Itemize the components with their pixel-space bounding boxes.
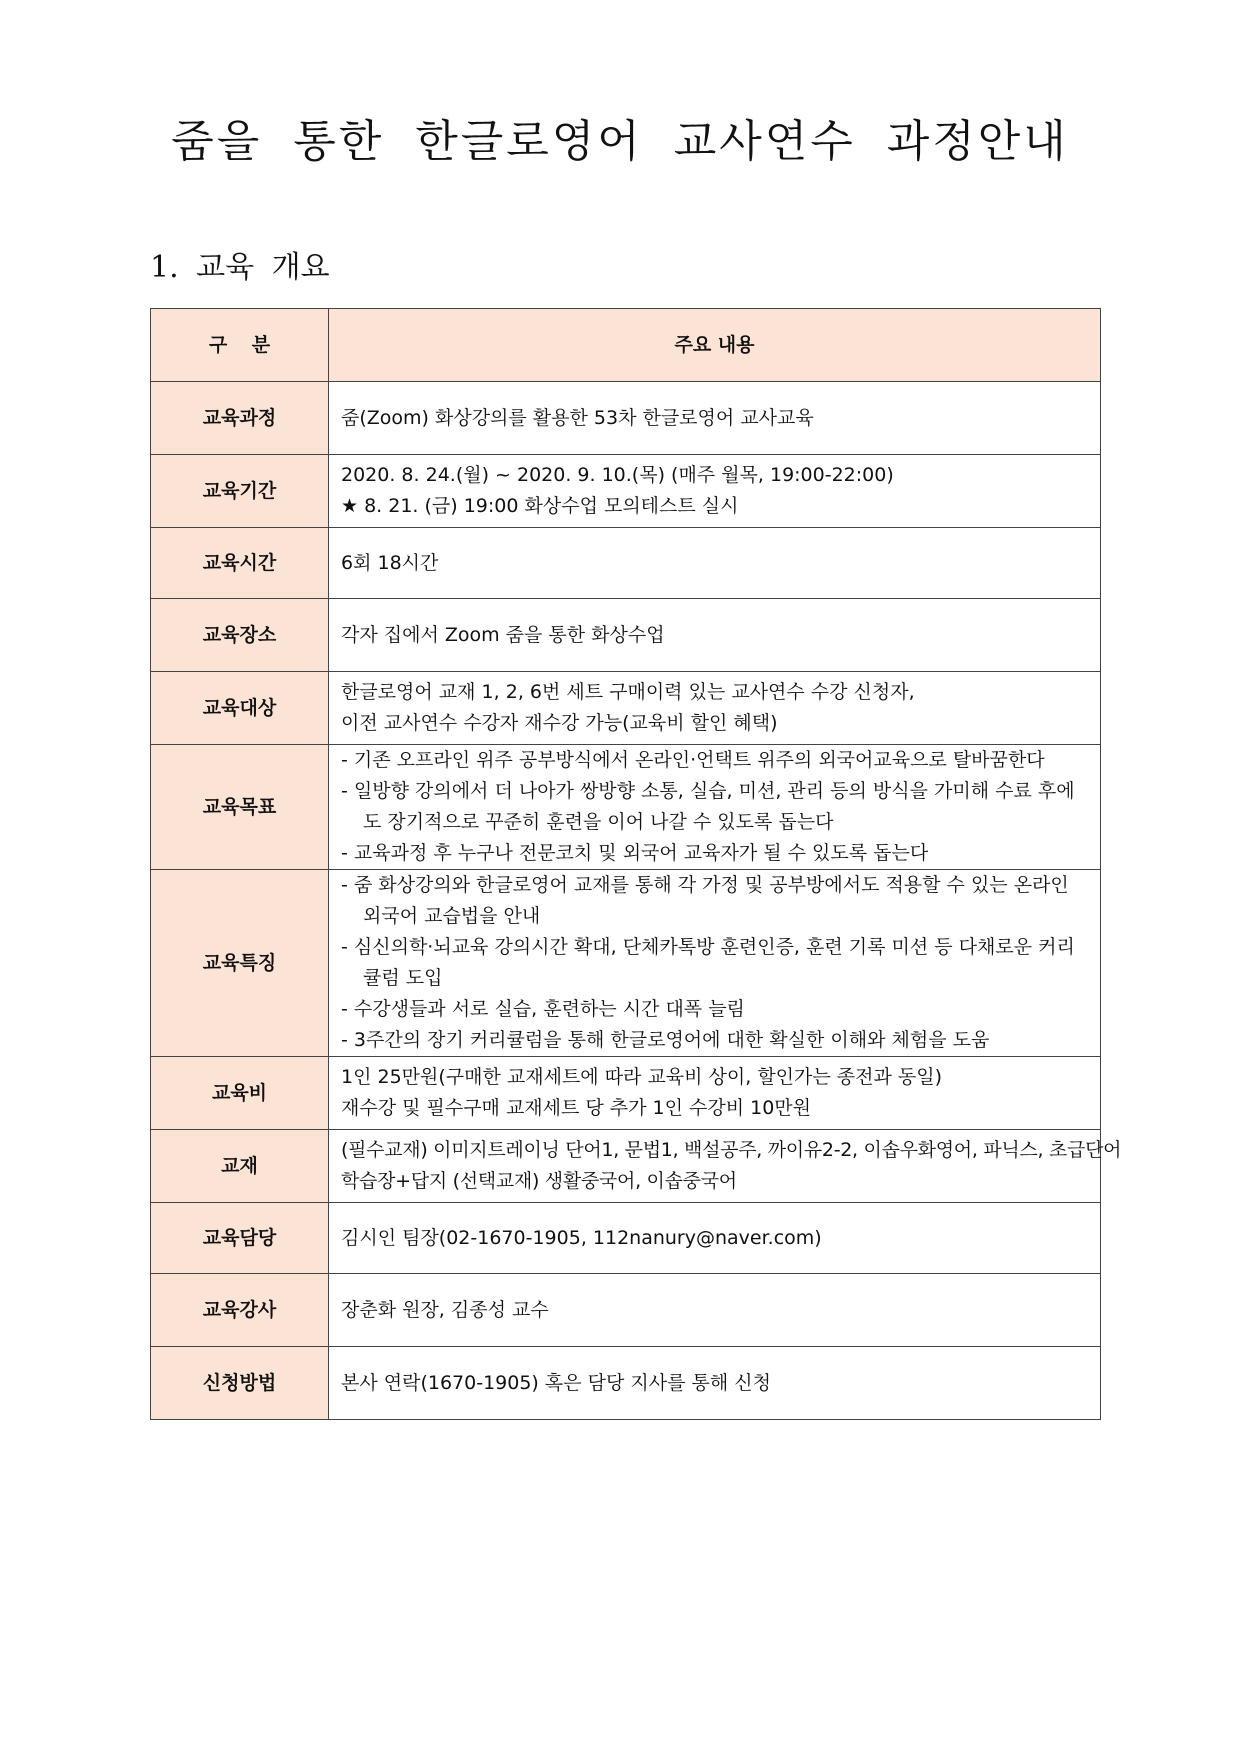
- row-value: [329, 382, 1101, 455]
- table-row-instructors: [151, 1274, 1101, 1347]
- table-row-contact: [151, 1203, 1101, 1274]
- row-value-line: - 교육과정 후 누구나 전문코치 및 외국어 교육자가 될 수 있도록 돕는다: [341, 842, 929, 864]
- row-label: 교육시간: [151, 528, 329, 599]
- table-row-period: [151, 455, 1101, 528]
- header-category: 구 분: [151, 309, 329, 382]
- row-value-line: - 일방향 강의에서 더 나아가 쌍방향 소통, 실습, 미션, 관리 등의 방식을 가미해 수료 후에도 장기적으로 꾸준히 훈련을 이어 나갈 수 있도록 돕는다: [341, 780, 1075, 833]
- table-row-location: [151, 599, 1101, 672]
- row-value: [329, 1347, 1101, 1420]
- row-value: [329, 455, 1101, 528]
- table-row-target: [151, 672, 1101, 745]
- document-title: 줌을 통한 한글로영어 교사연수 과정안내: [171, 116, 1069, 167]
- row-label: 교육특징: [151, 870, 329, 1057]
- row-value-line: 장춘화 원장, 김종성 교수: [341, 1298, 549, 1321]
- section-heading-overview: 1. 교육 개요: [150, 250, 330, 285]
- row-label: 교육목표: [151, 745, 329, 870]
- row-label: 교육장소: [151, 599, 329, 672]
- row-value-line: (필수교재) 이미지트레이닝 단어1, 문법1, 백설공주, 까이유2-2, 이솝우화영어, 파닉스, 초급단어: [341, 1139, 1122, 1161]
- row-value: [329, 599, 1101, 672]
- header-main-content: 주요 내용: [329, 309, 1101, 382]
- row-value-line: ★ 8. 21. (금) 19:00 화상수업 모의테스트 실시: [341, 495, 739, 517]
- row-value-line: 본사 연락(1670-1905) 혹은 담당 지사를 통해 신청: [341, 1371, 771, 1394]
- row-label: 교육과정: [151, 382, 329, 455]
- row-value-line: 김시인 팀장(02-1670-1905, 112nanury@naver.com): [341, 1226, 822, 1249]
- row-value: [329, 1203, 1101, 1274]
- row-value-line: 한글로영어 교재 1, 2, 6번 세트 구매이력 있는 교사연수 수강 신청자,: [341, 681, 915, 703]
- row-value: [329, 672, 1101, 745]
- row-label: 교육기간: [151, 455, 329, 528]
- overview-table: [150, 308, 1122, 1420]
- row-value-line: - 수강생들과 서로 실습, 훈련하는 시간 대폭 늘림: [341, 998, 745, 1020]
- row-value-line: - 3주간의 장기 커리큘럼을 통해 한글로영어에 대한 확실한 이해와 체험을 도움: [341, 1029, 990, 1051]
- row-value-line: 학습장+답지 (선택교재) 생활중국어, 이솝중국어: [341, 1170, 737, 1192]
- row-value-line: 줌(Zoom) 화상강의를 활용한 53차 한글로영어 교사교육: [341, 406, 814, 429]
- table-row-hours: [151, 528, 1101, 599]
- row-value-line: - 줌 화상강의와 한글로영어 교재를 통해 각 가정 및 공부방에서도 적용할 수 있는 온라인 외국어 교습법을 안내: [341, 874, 1069, 927]
- row-label: 교육강사: [151, 1274, 329, 1347]
- table-row-apply: [151, 1347, 1101, 1420]
- row-value-line: 2020. 8. 24.(월) ~ 2020. 9. 10.(목) (매주 월목, 19:00-22:00): [341, 464, 894, 486]
- row-label: 교육대상: [151, 672, 329, 745]
- row-label: 교재: [151, 1130, 329, 1203]
- table-row-fee: [151, 1057, 1101, 1130]
- row-value: [329, 870, 1101, 1057]
- row-value: [329, 1057, 1101, 1130]
- row-label: 교육담당: [151, 1203, 329, 1274]
- row-value: [329, 528, 1101, 599]
- row-label: 신청방법: [151, 1347, 329, 1420]
- row-value: [329, 745, 1101, 870]
- row-value: [329, 1274, 1101, 1347]
- row-value-line: - 심신의학·뇌교육 강의시간 확대, 단체카톡방 훈련인증, 훈련 기록 미션 등 다채로운 커리큘럼 도입: [341, 936, 1075, 989]
- table-row-materials: [151, 1130, 1101, 1203]
- row-value: [329, 1130, 1122, 1203]
- table-header-row: [151, 309, 1101, 382]
- row-value-line: 이전 교사연수 수강자 재수강 가능(교육비 할인 혜택): [341, 712, 778, 734]
- row-value-line: 1인 25만원(구매한 교재세트에 따라 교육비 상이, 할인가는 종전과 동일): [341, 1066, 943, 1088]
- row-label: 교육비: [151, 1057, 329, 1130]
- row-value-line: 재수강 및 필수구매 교재세트 당 추가 1인 수강비 10만원: [341, 1097, 812, 1119]
- row-value-line: 각자 집에서 Zoom 줌을 통한 화상수업: [341, 623, 665, 646]
- row-value-line: - 기존 오프라인 위주 공부방식에서 온라인·언택트 위주의 외국어교육으로 탈바꿈한다: [341, 749, 1045, 771]
- table-row-course: [151, 382, 1101, 455]
- table-row-goals: [151, 745, 1101, 870]
- row-value-line: 6회 18시간: [341, 551, 439, 574]
- table-row-features: [151, 870, 1101, 1057]
